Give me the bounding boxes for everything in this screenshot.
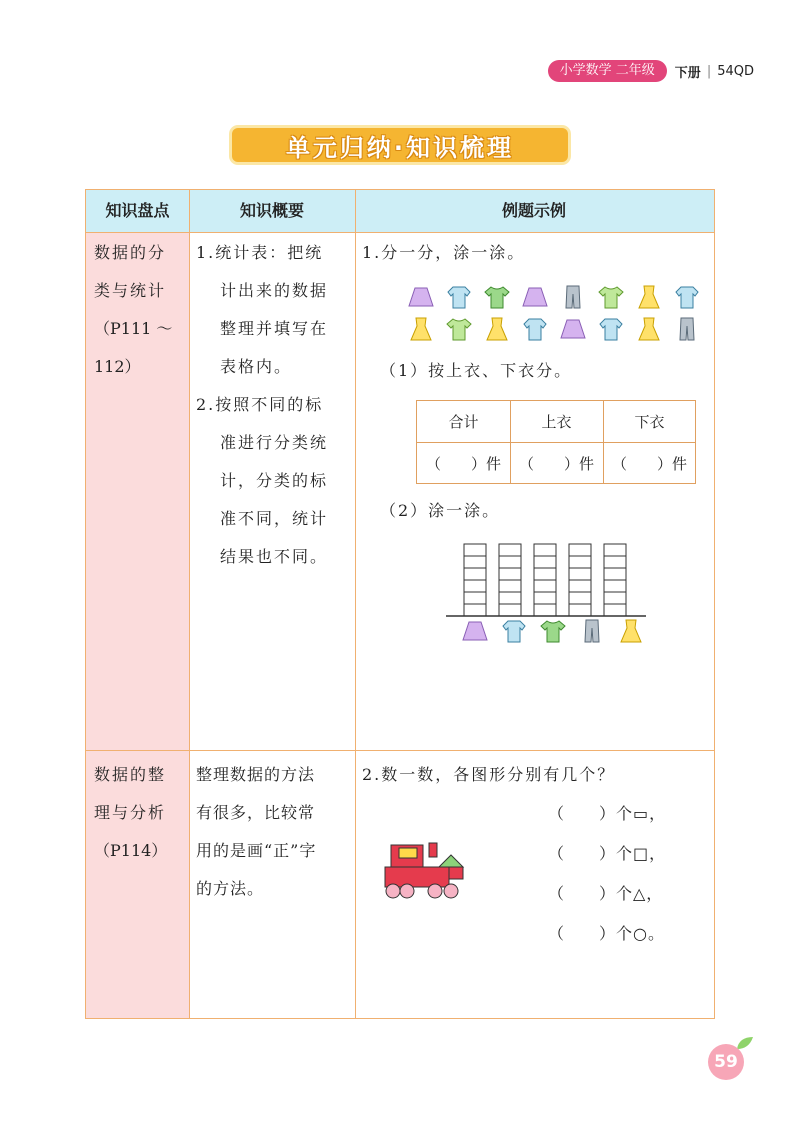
page-title: 单元归纳·知识梳理 [285,133,515,162]
skirt-icon [558,316,588,342]
dress-icon [406,316,436,342]
tally-header: 合计 [448,413,479,431]
summary-line: 计出来的数据 [220,281,329,300]
topic-line: 112） [94,357,141,376]
summary-line: 准进行分类统 [220,433,329,452]
example1-sub2: （2）涂一涂。 [380,501,501,520]
shirt-icon [520,316,550,342]
subject-badge: 小学数学 二年级 [548,60,667,82]
knowledge-table [85,189,715,1019]
pants-icon [672,316,702,342]
summary-line: 整理并填写在 [220,319,329,338]
example2-title: 2.数一数，各图形分别有几个？ [362,765,616,784]
answer-rectangle: （ ）个▭， [548,804,667,823]
title-banner [232,128,568,162]
clothes-row-2 [406,316,702,342]
dress-icon [482,316,512,342]
example1-title: 1.分一分，涂一涂。 [362,243,526,262]
answer-square: （ ）个□， [548,844,667,863]
row2-topic [94,756,186,870]
summary-line: 2.按照不同的标 [196,395,324,414]
shirt-icon [499,618,529,644]
summary-line: 结果也不同。 [220,547,329,566]
skirt-icon [460,618,490,644]
summary-line: 计，分类的标 [220,471,329,490]
tshirt-icon [482,284,512,310]
volume-label: 下册 [674,65,701,81]
edition-code: 54QD [717,63,754,79]
summary-line: 的方法。 [196,879,265,898]
summary-line: 有很多，比较常 [196,803,316,822]
dress-icon [616,618,646,644]
train-figure [381,835,471,901]
pants-icon [558,284,588,310]
col-header-summary: 知识概要 [239,201,304,220]
tally-blank: （ ）件 [425,455,501,473]
clothes-row-1 [406,284,702,310]
answer-triangle: （ ）个△， [548,884,664,903]
topic-line: 理与分析 [94,803,167,822]
shirt-icon [444,284,474,310]
skirt-icon [406,284,436,310]
tshirt-icon [444,316,474,342]
divider [189,190,190,1018]
shirt-icon [672,284,702,310]
page-header [548,60,754,82]
summary-line: 1.统计表：把统 [196,243,324,262]
row1-topic [94,234,186,386]
topic-line: （P111 ～ [94,319,173,338]
tally-header: 下衣 [634,413,665,431]
topic-line: （P114） [94,841,168,860]
col-header-topic: 知识盘点 [105,201,170,220]
row1-summary [196,234,356,576]
table-header [86,190,714,233]
summary-line: 用的是画“正”字 [196,841,317,860]
shirt-icon [596,316,626,342]
topic-line: 数据的分 [94,243,167,262]
dress-icon [634,316,664,342]
pants-icon [577,618,607,644]
summary-line: 整理数据的方法 [196,765,316,784]
example1-sub1: （1）按上衣、下衣分。 [380,361,573,380]
topic-line: 数据的整 [94,765,167,784]
topic-line: 类与统计 [94,281,167,300]
col-header-example: 例题示例 [501,201,566,220]
tshirt-icon [596,284,626,310]
tally-table [416,400,696,484]
page-number: 59 [708,1044,744,1080]
summary-line: 表格内。 [220,357,293,376]
tally-blank: （ ）件 [611,455,687,473]
dress-icon [634,284,664,310]
skirt-icon [520,284,550,310]
row2-summary [196,756,356,908]
shape-answers [548,794,666,954]
answer-circle: （ ）个○。 [548,924,665,943]
tally-blank: （ ）件 [518,455,594,473]
tally-header: 上衣 [541,413,572,431]
row-divider [86,750,714,751]
grid-clothes-row [460,618,646,644]
tshirt-icon [538,618,568,644]
summary-line: 准不同，统计 [220,509,329,528]
header-separator: | [706,63,712,79]
